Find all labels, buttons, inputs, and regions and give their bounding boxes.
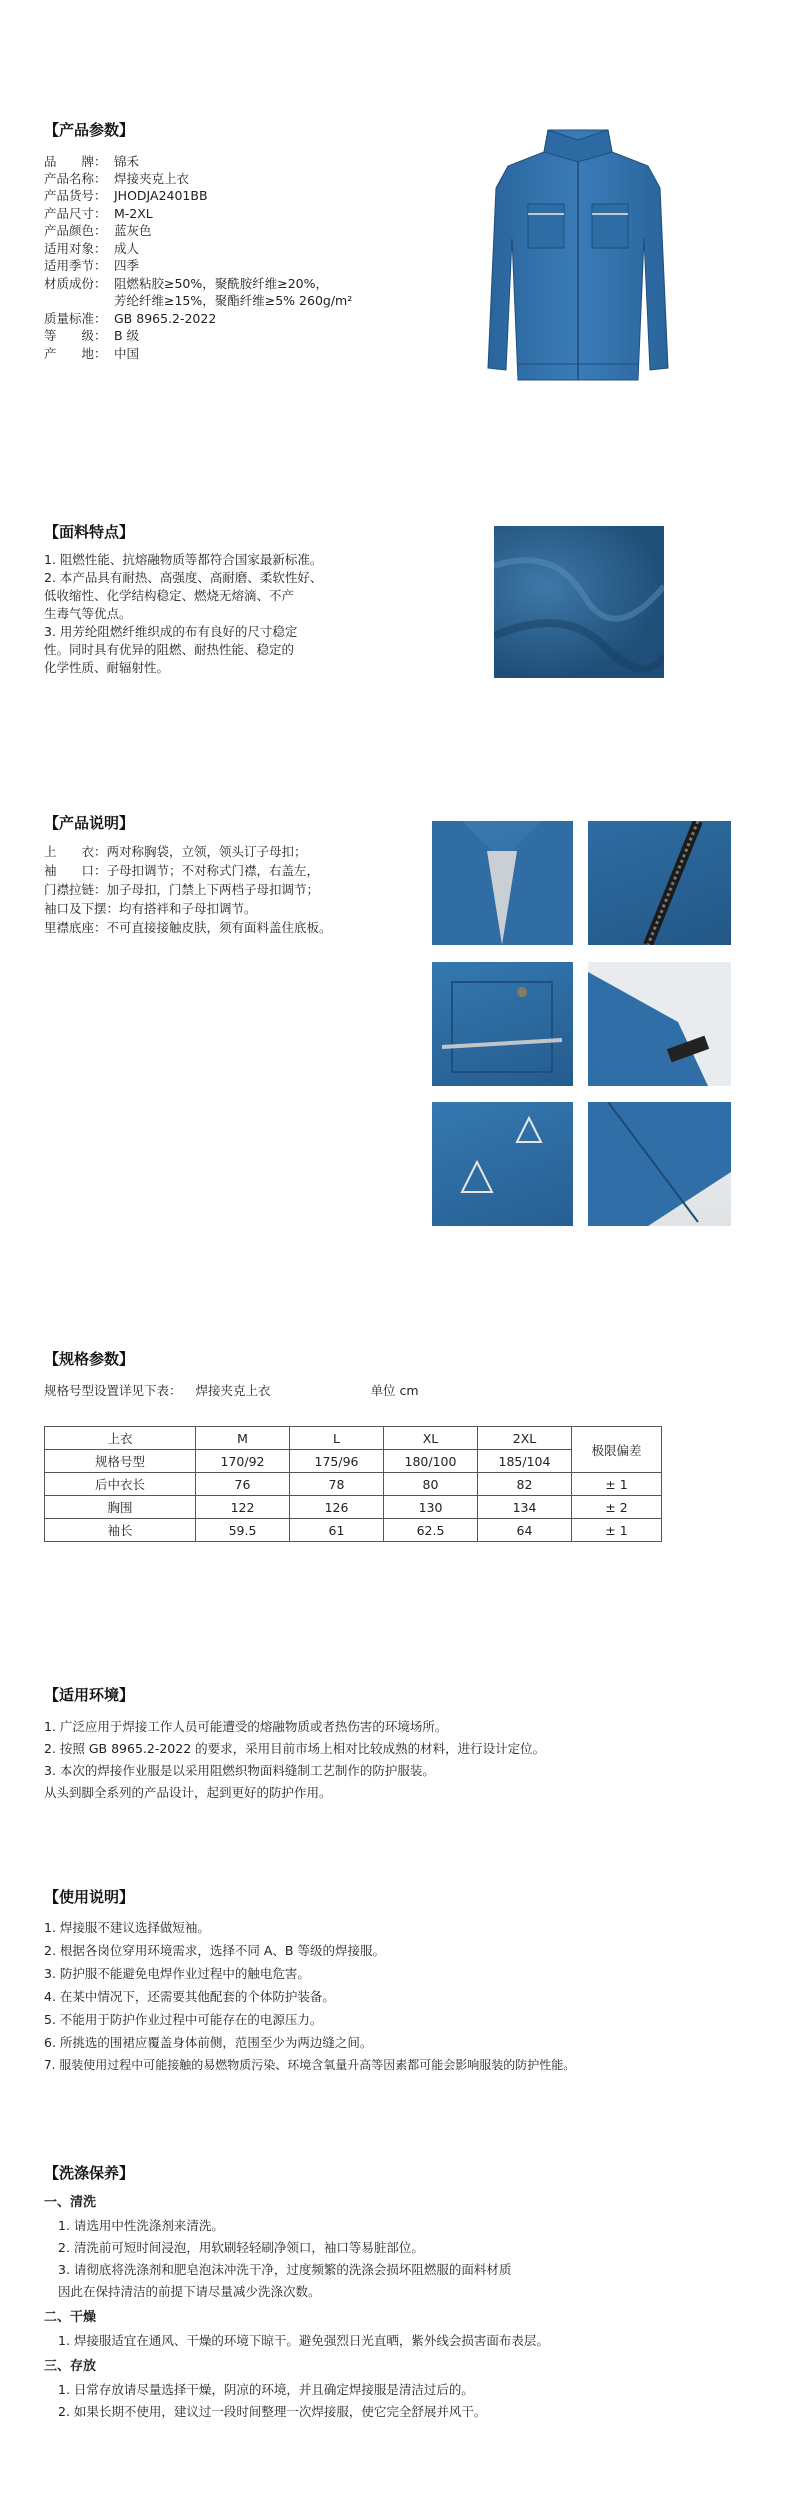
param-row: 产品尺寸： M-2XL (44, 206, 153, 221)
jacket-product-image (478, 118, 678, 388)
fabric-closeup-image (494, 526, 664, 678)
param-row: 产 地： 中国 (44, 346, 140, 361)
care-line: 因此在保持清洁的前提下请尽量减少洗涤次数。 (58, 2284, 321, 2299)
fabric-line: 1. 阻燃性能、抗熔融物质等都符合国家最新标准。 (44, 552, 323, 567)
care-subtitle-store: 三、存放 (44, 2359, 97, 2374)
section-title-spec: 【规格参数】 (44, 1350, 135, 1368)
desc-line: 门襟拉链：加子母扣，门禁上下两档子母扣调节； (44, 882, 320, 897)
table-row: 胸围 122 126 130 134 ± 2 (45, 1496, 662, 1519)
usage-line: 6. 所挑选的围裙应覆盖身体前侧，范围至少为两边缝之间。 (44, 2035, 373, 2050)
section-title-fabric: 【面料特点】 (44, 523, 135, 541)
table-row: 上衣 M L XL 2XL 极限偏差 (45, 1427, 662, 1450)
desc-line: 里襟底座：不可直接接触皮肤，须有面料盖住底板。 (44, 920, 332, 935)
usage-line: 7. 服装使用过程中可能接触的易燃物质污染、环境含氧量升高等因素都可能会影响服装的防护性能。 (44, 2058, 576, 2072)
env-line: 1. 广泛应用于焊接工作人员可能遭受的熔融物质或者热伤害的环境场所。 (44, 1719, 448, 1734)
table-row: 袖长 59.5 61 62.5 64 ± 1 (45, 1519, 662, 1542)
spec-intro: 规格号型设置详见下表： 焊接夹克上衣 单位 cm (44, 1383, 419, 1398)
env-line: 从头到脚全系列的产品设计，起到更好的防护作用。 (44, 1785, 332, 1800)
detail-hem-image (588, 1102, 731, 1226)
fabric-line: 生毒气等优点。 (44, 606, 132, 621)
env-line: 2. 按照 GB 8965.2-2022 的要求，采用目前市场上相对比较成熟的材料，进行设计定位。 (44, 1741, 546, 1756)
detail-pocket-image (432, 962, 573, 1086)
care-line: 1. 焊接服适宜在通风、干燥的环境下晾干。避免强烈日光直晒，紫外线会损害面布表层。 (58, 2333, 549, 2348)
env-line: 3. 本次的焊接作业服是以采用阻燃织物面料缝制工艺制作的防护服装。 (44, 1763, 435, 1778)
care-line: 1. 日常存放请尽量选择干燥，阴凉的环境，并且确定焊接服是清洁过后的。 (58, 2382, 474, 2397)
usage-line: 5. 不能用于防护作业过程中可能存在的电源压力。 (44, 2012, 323, 2027)
usage-line: 3. 防护服不能避免电焊作业过程中的触电危害。 (44, 1966, 310, 1981)
fabric-line: 低收缩性、化学结构稳定、燃烧无熔滴、不产 (44, 588, 295, 603)
usage-line: 1. 焊接服不建议选择做短袖。 (44, 1920, 210, 1935)
param-row: 材质成份： 阻燃粘胶≥50%，聚酰胺纤维≥20%， (44, 276, 329, 291)
care-subtitle-dry: 二、干燥 (44, 2310, 97, 2325)
fabric-line: 3. 用芳纶阻燃纤维织成的布有良好的尺寸稳定 (44, 624, 298, 639)
care-line: 2. 如果长期不使用，建议过一段时间整理一次焊接服，使它完全舒展并风干。 (58, 2404, 487, 2419)
param-row: 产品货号： JHODJA2401BB (44, 188, 208, 203)
usage-line: 4. 在某中情况下，还需要其他配套的个体防护装备。 (44, 1989, 335, 2004)
hem-detail (588, 1102, 731, 1226)
section-title-care: 【洗涤保养】 (44, 2164, 135, 2182)
param-row: 芳纶纤维≥15%，聚酯纤维≥5% 260g/m² (114, 293, 353, 308)
param-row: 产品名称： 焊接夹克上衣 (44, 171, 190, 186)
param-row: 产品颜色： 蓝灰色 (44, 223, 152, 238)
detail-zipper-image (588, 821, 731, 945)
flame-logo-detail (432, 1102, 573, 1226)
care-line: 2. 清洗前可短时间浸泡，用软刷轻轻刷净领口，袖口等易脏部位。 (58, 2240, 424, 2255)
table-row: 后中衣长 76 78 80 82 ± 1 (45, 1473, 662, 1496)
detail-collar-image (432, 821, 573, 945)
desc-line: 袖 口：子母扣调节；不对称式门襟，右盖左， (44, 863, 320, 878)
cuff-detail (588, 962, 731, 1086)
section-title-usage: 【使用说明】 (44, 1888, 135, 1906)
care-subtitle-wash: 一、清洗 (44, 2195, 97, 2210)
fabric-line: 性。同时具有优异的阻燃、耐热性能、稳定的 (44, 642, 295, 657)
section-title-desc: 【产品说明】 (44, 814, 135, 832)
detail-logo-image (432, 1102, 573, 1226)
collar-detail (432, 821, 573, 945)
usage-line: 2. 根据各岗位穿用环境需求，选择不同 A、B 等级的焊接服。 (44, 1943, 385, 1958)
desc-line: 上 衣：两对称胸袋，立领，领头订子母扣； (44, 844, 307, 859)
detail-cuff-image (588, 962, 731, 1086)
fabric-texture (494, 526, 664, 678)
care-line: 1. 请选用中性洗涤剂来清洗。 (58, 2218, 224, 2233)
section-title-params: 【产品参数】 (44, 121, 135, 139)
zipper-detail (588, 821, 731, 945)
param-row: 品 牌： 锦禾 (44, 154, 140, 169)
param-row: 适用季节： 四季 (44, 258, 140, 273)
pocket-detail (432, 962, 573, 1086)
fabric-line: 化学性质、耐辐射性。 (44, 660, 170, 675)
table-row: 规格号型 170/92 175/96 180/100 185/104 (45, 1450, 662, 1473)
section-title-env: 【适用环境】 (44, 1686, 135, 1704)
fabric-line: 2. 本产品具有耐热、高强度、高耐磨、柔软性好、 (44, 570, 323, 585)
desc-line: 袖口及下摆：均有搭袢和子母扣调节。 (44, 901, 257, 916)
spec-table (44, 1426, 662, 1542)
care-line: 3. 请彻底将洗涤剂和肥皂泡沫冲洗干净，过度频繁的洗涤会损坏阻燃服的面料材质 (58, 2262, 512, 2277)
param-row: 等 级： B 级 (44, 328, 140, 343)
param-row: 适用对象： 成人 (44, 241, 140, 256)
param-row: 质量标准： GB 8965.2-2022 (44, 311, 217, 326)
